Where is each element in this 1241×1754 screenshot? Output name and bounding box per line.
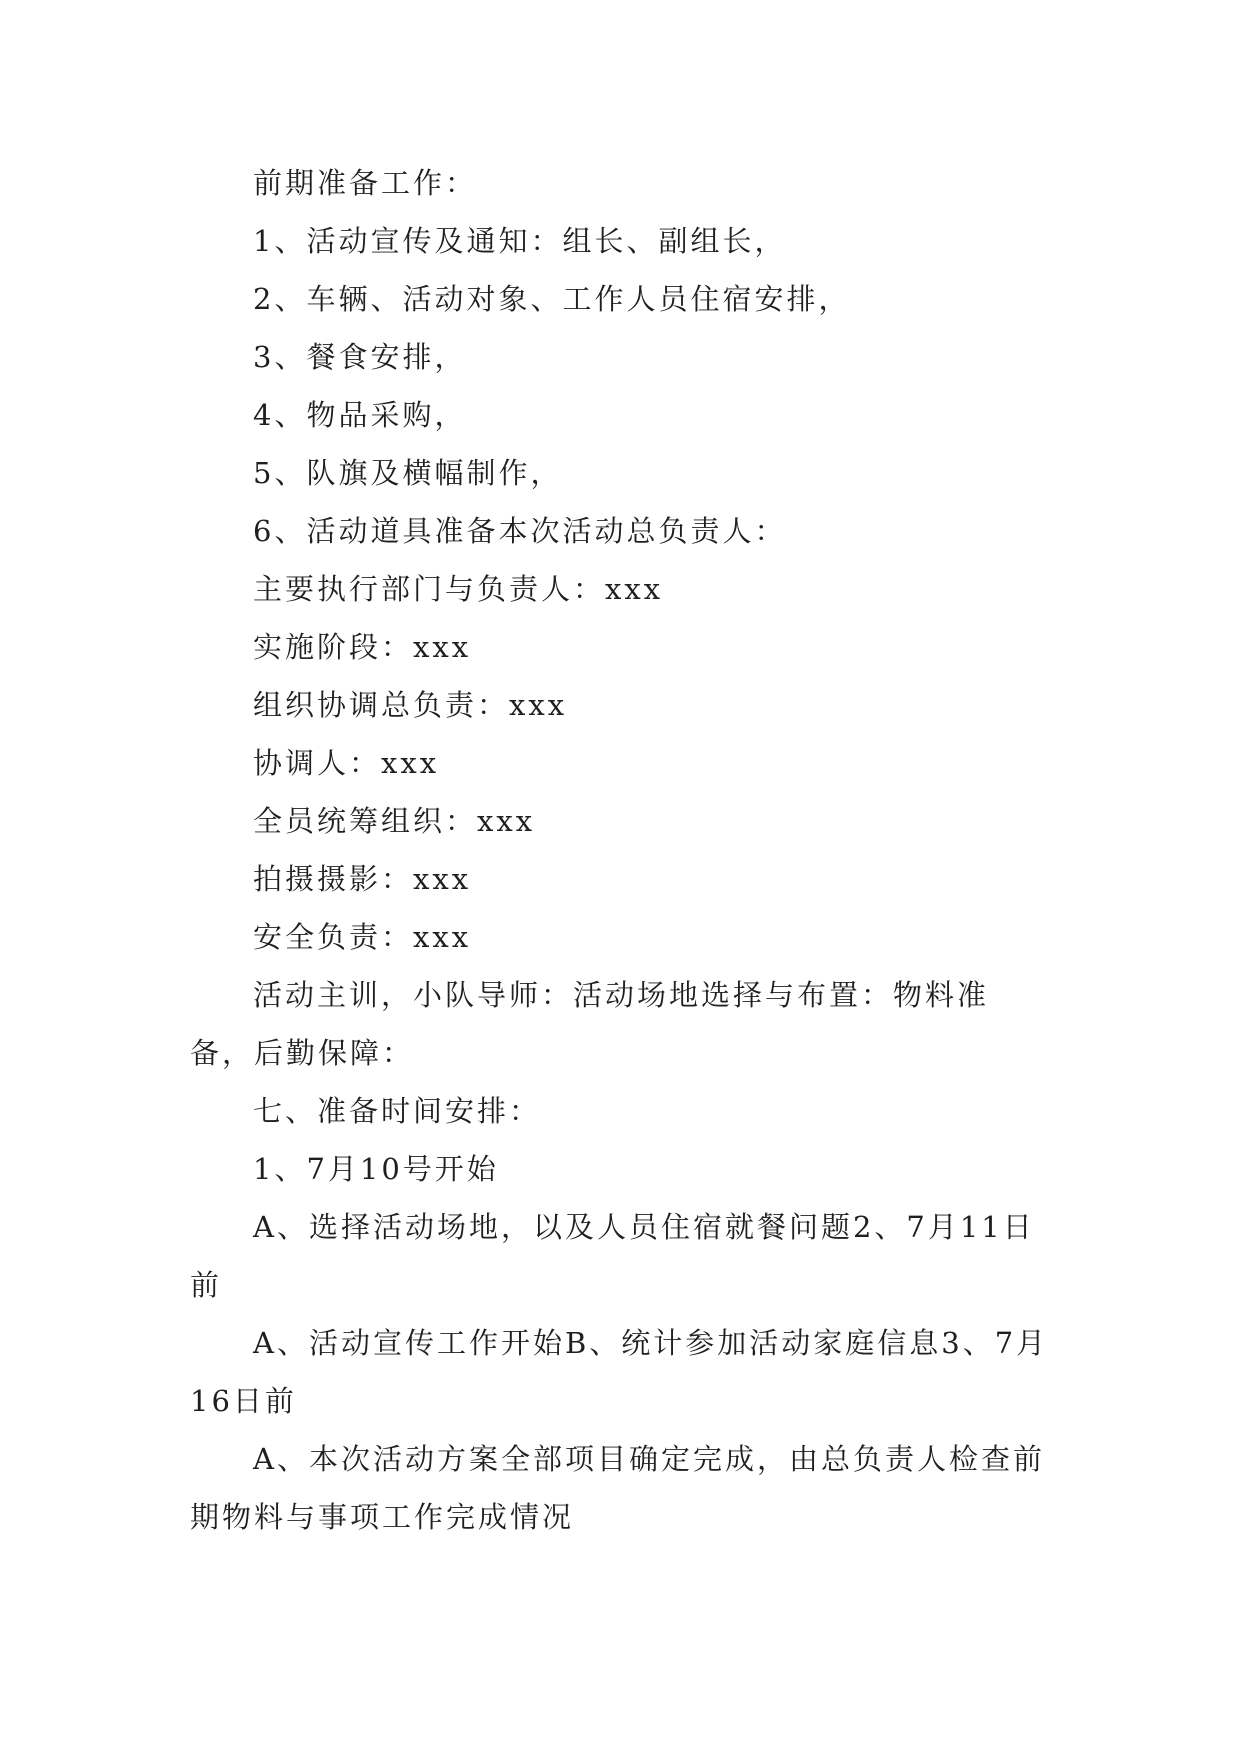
paragraph-schedule-confirm: A、本次活动方案全部项目确定完成，由总负责人检查前期物料与事项工作完成情况 — [190, 1442, 1045, 1534]
paragraph-schedule-publicity: A、活动宣传工作开始B、统计参加活动家庭信息3、7月16日前 — [190, 1326, 1049, 1418]
paragraph-implementation: 实施阶段：xxx — [253, 630, 472, 664]
paragraph-coordination-lead: 组织协调总负责：xxx — [253, 688, 568, 722]
paragraph-main-department: 主要执行部门与负责人：xxx — [253, 572, 664, 606]
paragraph-item-6: 6、活动道具准备本次活动总负责人： — [253, 514, 787, 548]
paragraph-heading-schedule: 七、准备时间安排： — [253, 1094, 542, 1128]
paragraph-training-logistics: 活动主训，小队导师：活动场地选择与布置：物料准备，后勤保障： — [190, 978, 990, 1070]
paragraph-heading-preparation: 前期准备工作： — [253, 166, 478, 200]
paragraph-item-5: 5、队旗及横幅制作， — [253, 456, 563, 490]
paragraph-item-4: 4、物品采购， — [253, 398, 467, 432]
paragraph-overall-organization: 全员统筹组织：xxx — [253, 804, 536, 838]
paragraph-safety: 安全负责：xxx — [253, 920, 472, 954]
paragraph-coordinator: 协调人：xxx — [253, 746, 440, 780]
paragraph-schedule-venue: A、选择活动场地，以及人员住宿就餐问题2、7月11日前 — [190, 1210, 1035, 1302]
document-body — [190, 154, 1050, 1546]
paragraph-item-2: 2、车辆、活动对象、工作人员住宿安排， — [253, 282, 851, 316]
paragraph-schedule-1: 1、7月10号开始 — [253, 1152, 499, 1186]
paragraph-photography: 拍摄摄影：xxx — [253, 862, 472, 896]
paragraph-item-3: 3、餐食安排， — [253, 340, 467, 374]
paragraph-item-1: 1、活动宣传及通知：组长、副组长， — [253, 224, 787, 258]
